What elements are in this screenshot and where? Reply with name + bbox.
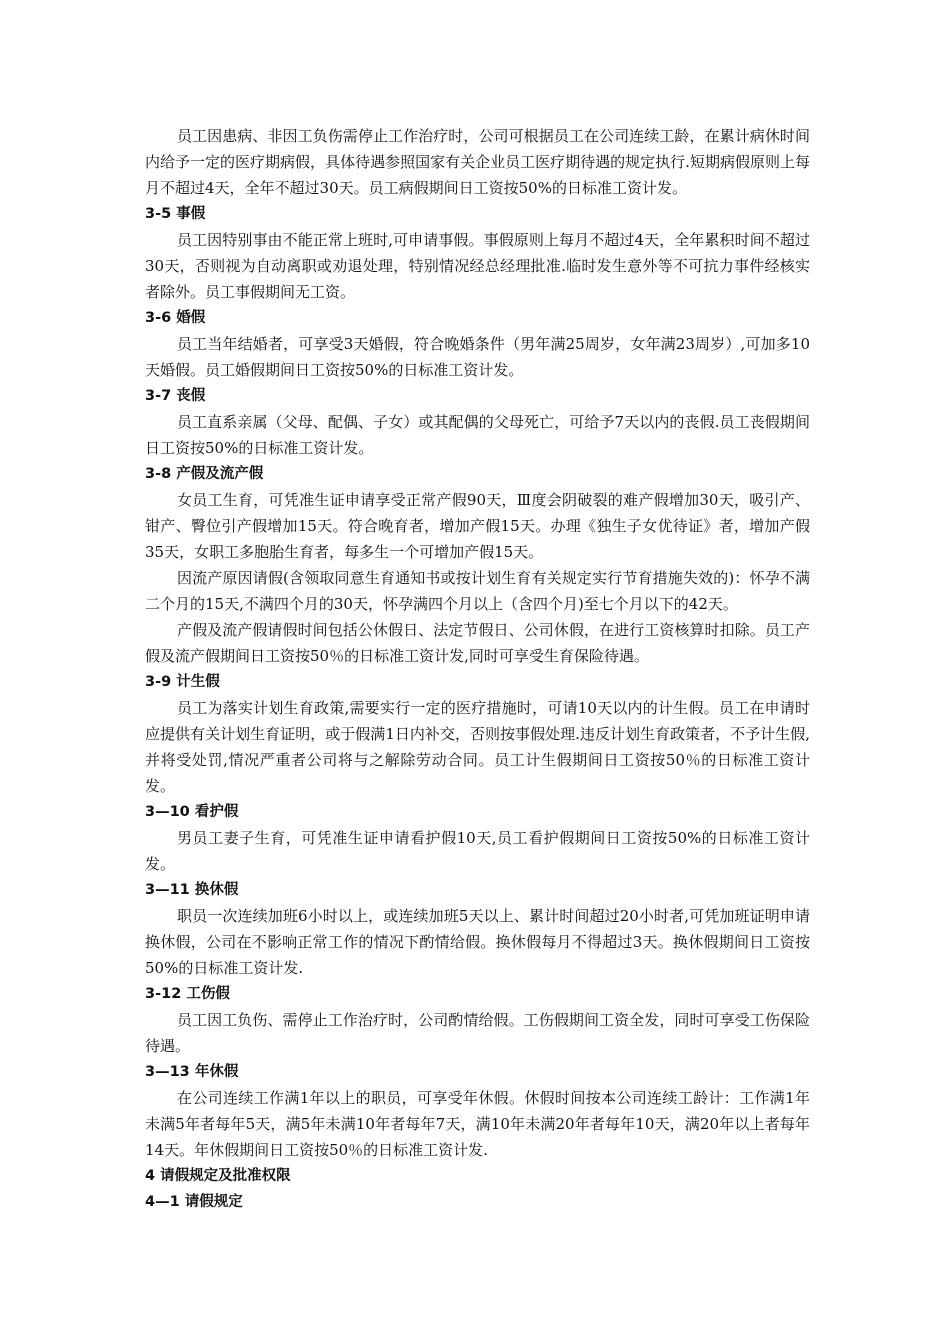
paragraph-paternity-leave: 男员工妻子生育，可凭准生证申请看护假10天,员工看护假期间日工资按50%的日标准工资计发。 xyxy=(145,829,810,873)
paragraph-family-planning-leave: 员工为落实计划生育政策,需要实行一定的医疗措施时，可请10天以内的计生假。员工在申请时应提供有关计划生育证明，或于假满1日内补交，否则按事假处理.违反计划生育政策者，不予计生假,并将受处罚,情况严重者公司将与之解除劳动合同。员工计生假期间日工资按50％的日标准工资计发。 xyxy=(145,699,810,795)
heading-personal-leave: 3-5 事假 xyxy=(145,206,206,222)
paragraph-bereavement-leave: 员工直系亲属（父母、配偶、子女）或其配偶的父母死亡，可给予7天以内的丧假.员工丧假期间日工资按50%的日标准工资计发。 xyxy=(145,413,810,457)
heading-work-injury-leave: 3-12 工伤假 xyxy=(145,986,230,1002)
paragraph-sick-leave: 员工因患病、非因工负伤需停止工作治疗时，公司可根据员工在公司连续工龄，在累计病休时间内给予一定的医疗期病假，具体待遇参照国家有关企业员工医疗期待遇的规定执行.短期病假原则上每月不超过4天，全年不超过30天。员工病假期间日工资按50%的日标准工资计发。 xyxy=(145,127,810,197)
heading-leave-rules: 4—1 请假规定 xyxy=(145,1194,243,1210)
document-page xyxy=(145,123,810,1215)
heading-maternity-leave: 3-8 产假及流产假 xyxy=(145,466,264,482)
paragraph-work-injury-leave: 员工因工负伤、需停止工作治疗时，公司酌情给假。工伤假期间工资全发，同时可享受工伤保险待遇。 xyxy=(145,1011,810,1055)
paragraph-maternity-calculation: 产假及流产假请假时间包括公休假日、法定节假日、公司休假，在进行工资核算时扣除。员工产假及流产假期间日工资按50％的日标准工资计发,同时可享受生育保险待遇。 xyxy=(145,621,810,665)
heading-paternity-leave: 3—10 看护假 xyxy=(145,804,239,820)
paragraph-miscarriage-leave: 因流产原因请假(含领取同意生育通知书或按计划生育有关规定实行节育措施失效的)：怀孕不满二个月的15天,不满四个月的30天，怀孕满四个月以上（含四个月)至七个月以下的42天。 xyxy=(145,569,810,613)
heading-leave-rules-section: 4 请假规定及批准权限 xyxy=(145,1168,291,1184)
paragraph-marriage-leave: 员工当年结婚者，可享受3天婚假，符合晚婚条件（男年满25周岁，女年满23周岁）,可加多10天婚假。员工婚假期间日工资按50%的日标准工资计发。 xyxy=(145,335,810,379)
heading-bereavement-leave: 3-7 丧假 xyxy=(145,388,206,404)
paragraph-personal-leave: 员工因特别事由不能正常上班时,可申请事假。事假原则上每月不超过4天，全年累积时间不超过30天，否则视为自动离职或劝退处理，特别情况经总经理批准.临时发生意外等不可抗力事件经核实者除外。员工事假期间无工资。 xyxy=(145,231,810,301)
paragraph-annual-leave: 在公司连续工作满1年以上的职员，可享受年休假。休假时间按本公司连续工龄计：工作满1年未满5年者每年5天，满5年未满10年者每年7天，满10年未满20年者每年10天，满20年以上者每年14天。年休假期间日工资按50％的日标准工资计发. xyxy=(145,1089,810,1159)
heading-compensatory-leave: 3—11 换休假 xyxy=(145,882,239,898)
paragraph-compensatory-leave: 职员一次连续加班6小时以上，或连续加班5天以上、累计时间超过20小时者,可凭加班证明申请换休假，公司在不影响正常工作的情况下酌情给假。换休假每月不得超过3天。换休假期间日工资按50%的日标准工资计发. xyxy=(145,907,810,977)
paragraph-maternity-leave: 女员工生育，可凭准生证申请享受正常产假90天，Ⅲ度会阴破裂的难产假增加30天，吸引产、钳产、臀位引产假增加15天。符合晚育者，增加产假15天。办理《独生子女优待证》者，增加产假35天，女职工多胞胎生育者，每多生一个可增加产假15天。 xyxy=(145,491,810,561)
heading-family-planning-leave: 3-9 计生假 xyxy=(145,674,220,690)
heading-marriage-leave: 3-6 婚假 xyxy=(145,310,206,326)
heading-annual-leave: 3—13 年休假 xyxy=(145,1064,239,1080)
